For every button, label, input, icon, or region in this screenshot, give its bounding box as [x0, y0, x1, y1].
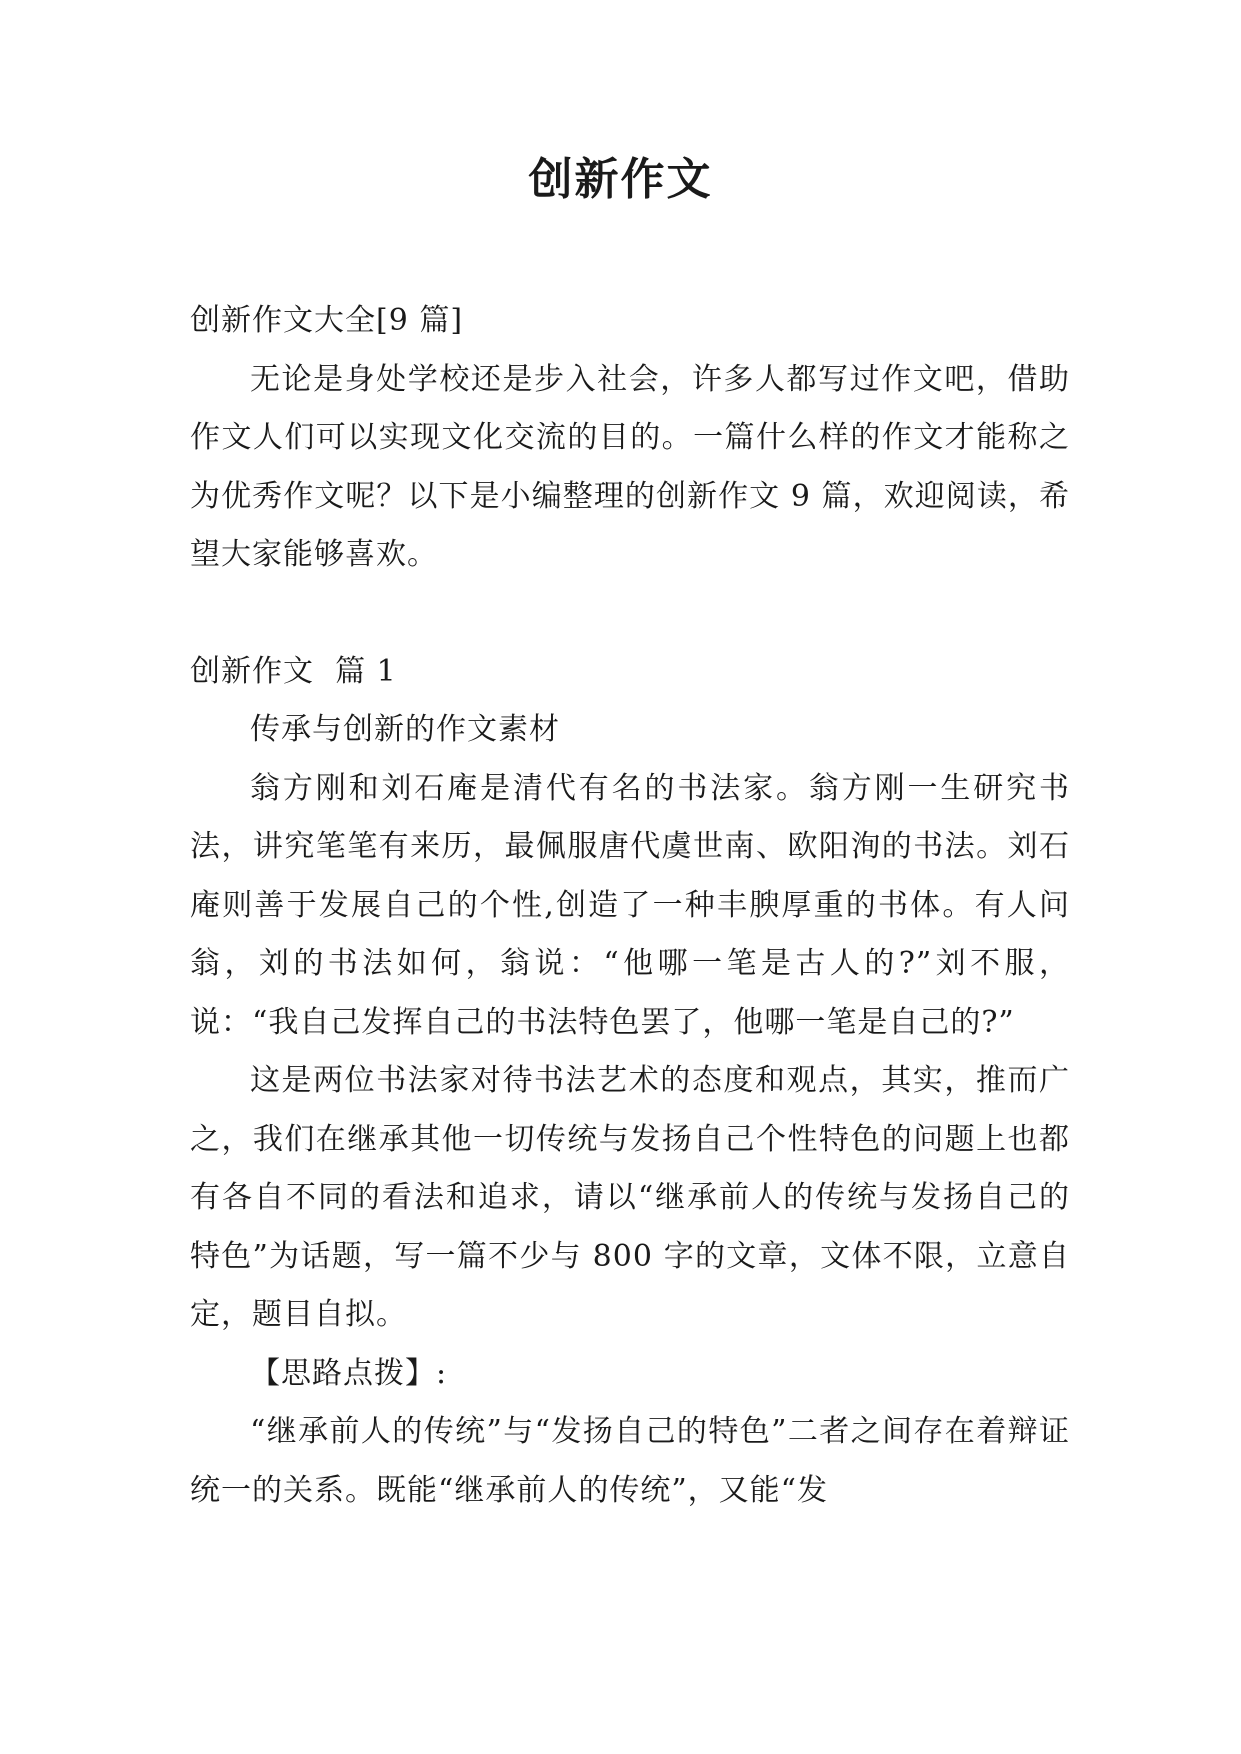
- section-gap: [190, 585, 1070, 643]
- document-subtitle: 创新作文大全[9 篇]: [190, 303, 464, 338]
- document-body: [190, 292, 1070, 1520]
- prompt-paragraph: 这是两位书法家对待书法艺术的态度和观点，其实，推而广之，我们在继承其他一切传统与发扬自己个性特色的问题上也都有各自不同的看法和追求，请以“继承前人的传统与发扬自己的特色”为话题，写一篇不少与 800 字的文章，文体不限，立意自定，题目自拟。: [190, 1063, 1070, 1332]
- hint-label: 【思路点拨】:: [250, 1355, 448, 1391]
- intro-paragraph: 无论是身处学校还是步入社会，许多人都写过作文吧，借助作文人们可以实现文化交流的目的。一篇什么样的作文才能称之为优秀作文呢？以下是小编整理的创新作文 9 篇，欢迎阅读，希望大家能够喜欢。: [190, 361, 1070, 572]
- story-paragraph: 翁方刚和刘石庵是清代有名的书法家。翁方刚一生研究书法，讲究笔笔有来历，最佩服唐代虞世南、欧阳洵的书法。刘石庵则善于发展自己的个性,创造了一种丰腴厚重的书体。有人问翁，刘的书法如何，翁说：“他哪一笔是古人的?”刘不服，说：“我自己发挥自己的书法特色罢了，他哪一笔是自己的?”: [190, 770, 1070, 1040]
- section-heading: 创新作文 篇 1: [190, 653, 397, 689]
- document-title: 创新作文: [528, 154, 713, 205]
- material-title: 传承与创新的作文素材: [250, 712, 560, 747]
- hint-paragraph: “继承前人的传统”与“发扬自己的特色”二者之间存在着辩证统一的关系。既能“继承前人的传统”，又能“发: [190, 1414, 1070, 1508]
